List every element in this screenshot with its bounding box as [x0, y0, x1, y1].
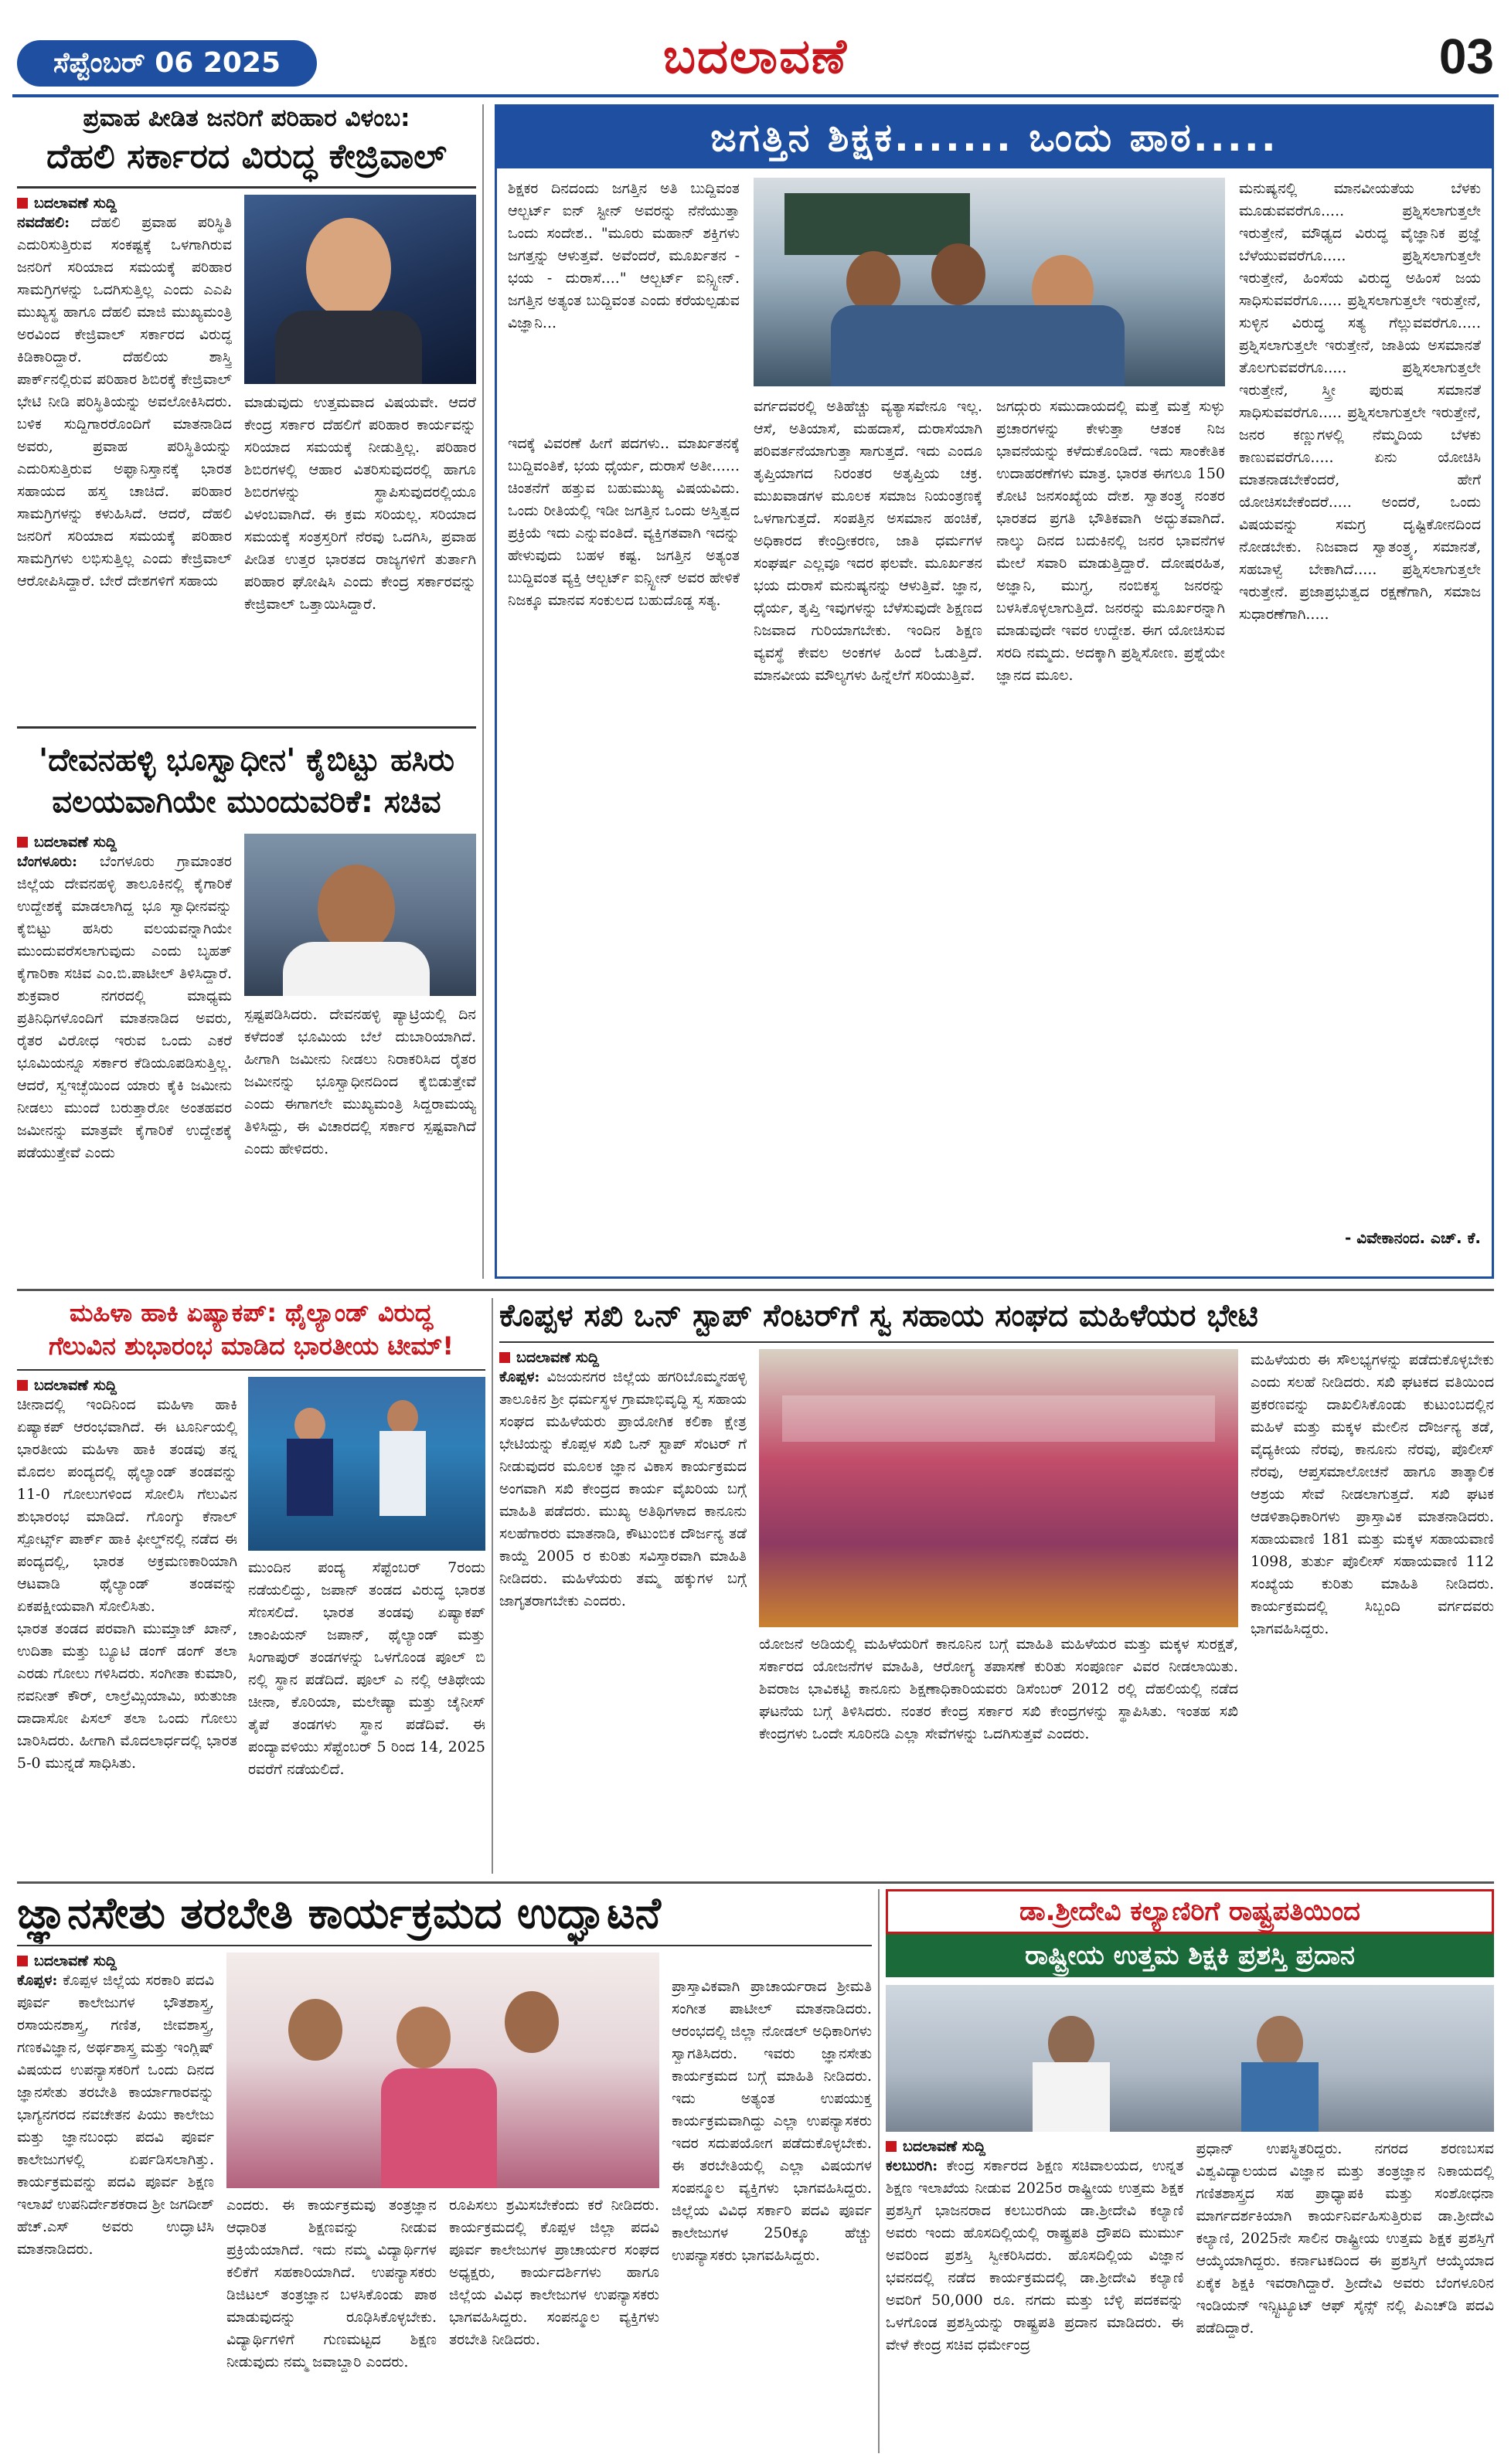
column-separator: [878, 1889, 880, 2453]
masthead-rule: [12, 94, 1499, 97]
story-body: ಬೆಂಗಳೂರು: ಬೆಂಗಳೂರು ಗ್ರಾಮಾಂತರ ಜಿಲ್ಲೆಯ ದೇವನಹಳ್ಳಿ ತಾಲೂಕಿನಲ್ಲಿ ಕೈಗಾರಿಕೆ ಉದ್ದೇಶಕ್ಕೆ ಮಾಡಲಾಗಿದ್ದ ಭೂ ಸ್ವಾಧೀನವನ್ನು ಕೈಬಿಟ್ಟು ಹಸಿರು ವಲಯವನ್ನಾಗಿಯೇ ಮುಂದುವರೆಸಲಾಗುವುದು ಎಂದು ಬೃಹತ್ ಕೈಗಾರಿಕಾ ಸಚಿವ ಎಂ.ಬಿ.ಪಾಟೀಲ್ ತಿಳಿಸಿದ್ದಾರೆ. ಶುಕ್ರವಾರ ನಗರದಲ್ಲಿ ಮಾಧ್ಯಮ ಪ್ರತಿನಿಧಿಗಳೊಂದಿಗೆ ಮಾತನಾಡಿದ ಅವರು, ರೈತರ ವಿರೋಧ ಇರುವ ಒಂದು ಎಕರೆ ಭೂಮಿಯನ್ನೂ ಸರ್ಕಾರ ಕೆಡಿಯೂಪಡಿಸುತ್ತಿಲ್ಲ. ಆದರೆ, ಸ್ವಇಚ್ಛೆಯಿಂದ ಯಾರು ಕೈಕಿ ಜಮೀನು ನೀಡಲು ಮುಂದೆ ಬರುತ್ತಾರೋ ಅಂತಹವರ ಜಮೀನನ್ನು ಮಾತ್ರವೇ ಕೈಗಾರಿಕೆ ಉದ್ದೇಶಕ್ಕೆ ಪಡೆಯುತ್ತೇವೆ ಎಂದು: [17, 853, 232, 1161]
lamp-lighting-photo: [226, 1953, 659, 2188]
story-body: ಕೊಪ್ಪಳ: ಕೊಪ್ಪಳ ಜಿಲ್ಲೆಯ ಸರಕಾರಿ ಪದವಿ ಪೂರ್ವ ಕಾಲೇಜುಗಳ ಭೌತಶಾಸ್ತ್ರ, ರಸಾಯನಶಾಸ್ತ್ರ, ಗಣಿತ, ಜೀವಶಾಸ್ತ್ರ, ಗಣಕವಿಜ್ಞಾನ, ಅರ್ಥಶಾಸ್ತ್ರ ಮತ್ತು ಇಂಗ್ಲಿಷ್ ವಿಷಯದ ಉಪನ್ಯಾಸಕರಿಗೆ ಒಂದು ದಿನದ ಜ್ಞಾನಸೇತು ತರಬೇತಿ ಕಾರ್ಯಾಗಾರವನ್ನು ಭಾಗ್ಯನಗರದ ನವಚೇತನ ಪಿಯು ಕಾಲೇಜು ಮತ್ತು ಜ್ಞಾನಬಂಧು ಪದವಿ ಪೂರ್ವ ಕಾಲೇಜುಗಳಲ್ಲಿ ಏರ್ಪಡಿಸಲಾಗಿತ್ತು. ಕಾರ್ಯಕ್ರಮವನ್ನು ಪದವಿ ಪೂರ್ವ ಶಿಕ್ಷಣ ಇಲಾಖೆ ಉಪನಿರ್ದೇಶಕರಾದ ಶ್ರೀ ಜಗದೀಶ್ ಹೆಚ್.ಎಸ್ ಅವರು ಉದ್ಘಾಟಿಸಿ ಮಾತನಾಡಿದರು.: [17, 1972, 214, 2258]
divider: [17, 726, 476, 729]
story-body-right: ಮುಂದಿನ ಪಂದ್ಯ ಸೆಪ್ಟೆಂಬರ್ 7ರಂದು ನಡೆಯಲಿದ್ದು, ಜಪಾನ್ ತಂಡದ ವಿರುದ್ಧ ಭಾರತ ಸೆಣಸಲಿದೆ. ಭಾರತ ತಂಡವು ಏಷ್ಯಾಕಪ್ ಚಾಂಪಿಯನ್ ಜಪಾನ್, ಥೈಲ್ಯಾಂಡ್ ಮತ್ತು ಸಿಂಗಾಪುರ್ ತಂಡಗಳನ್ನು ಒಳಗೊಂಡ ಪೂಲ್ ಬಿ ನಲ್ಲಿ ಸ್ಥಾನ ಪಡೆದಿದೆ. ಪೂಲ್ ಎ ನಲ್ಲಿ ಆತಿಥೇಯ ಚೀನಾ, ಕೊರಿಯಾ, ಮಲೇಷ್ಯಾ ಮತ್ತು ಚೈನೀಸ್ ತೈಪೆ ತಂಡಗಳು ಸ್ಥಾನ ಪಡೆದಿವೆ. ಈ ಪಂದ್ಯಾವಳಿಯು ಸೆಪ್ಟೆಂಬರ್ 5 ರಿಂದ 14, 2025 ರವರೆಗೆ ನಡೆಯಲಿದೆ.: [248, 1559, 485, 1778]
story-body: ನವದೆಹಲಿ: ದೆಹಲಿ ಪ್ರವಾಹ ಪರಿಸ್ಥಿತಿ ಎದುರಿಸುತ್ತಿರುವ ಸಂಕಷ್ಟಕ್ಕೆ ಒಳಗಾಗಿರುವ ಜನರಿಗೆ ಸರಿಯಾದ ಸಮಯಕ್ಕೆ ಪರಿಹಾರ ಸಾಮಗ್ರಿಗಳನ್ನು ಒದಗಿಸುತ್ತಿಲ್ಲ ಎಂದು ಎಎಪಿ ಮುಖ್ಯಸ್ಥ ಹಾಗೂ ದೆಹಲಿ ಮಾಜಿ ಮುಖ್ಯಮಂತ್ರಿ ಅರವಿಂದ ಕೇಜ್ರಿವಾಲ್ ಸರ್ಕಾರದ ವಿರುದ್ಧ ಕಿಡಿಕಾರಿದ್ದಾರೆ. ದೆಹಲಿಯ ಶಾಸ್ತ್ರಿ ಪಾರ್ಕ್‌ನಲ್ಲಿರುವ ಪರಿಹಾರ ಶಿಬಿರಕ್ಕೆ ಕೇಜ್ರಿವಾಲ್ ಭೇಟಿ ನೀಡಿ ಪರಿಸ್ಥಿತಿಯನ್ನು ಅವಲೋಕಿಸಿದರು. ಬಳಿಕ ಸುದ್ದಿಗಾರರೊಂದಿಗೆ ಮಾತನಾಡಿದ ಅವರು, ಪ್ರವಾಹ ಪರಿಸ್ಥಿತಿಯನ್ನು ಎದುರಿಸುತ್ತಿರುವ ಅಫ್ಘಾನಿಸ್ತಾನಕ್ಕೆ ಭಾರತ ಸಹಾಯದ ಹಸ್ತ ಚಾಚಿದೆ. ಪರಿಹಾರ ಸಾಮಗ್ರಿಗಳನ್ನು ಕಳುಹಿಸಿದೆ. ಆದರೆ, ದೆಹಲಿ ಜನರಿಗೆ ಸರಿಯಾದ ಸಮಯಕ್ಕೆ ಪರಿಹಾರ ಸಾಮಗ್ರಿಗಳು ಲಭಿಸುತ್ತಿಲ್ಲ ಎಂದು ಕೇಜ್ರಿವಾಲ್ ಆರೋಪಿಸಿದ್ದಾರೆ. ಬೇರೆ ದೇಶಗಳಿಗೆ ಸಹಾಯ: [17, 213, 232, 590]
story-jnanasetu: [17, 1889, 872, 2453]
story-headline: ಕೊಪ್ಪಳ ಸಖಿ ಒನ್ ಸ್ಟಾಪ್ ಸೆಂಟರ್‌ಗೆ ಸ್ವ ಸಹಾಯ ಸಂಘದ ಮಹಿಳೆಯರ ಭೇಟಿ: [499, 1298, 1258, 1334]
date-badge: ಸೆಪ್ಟೆಂಬರ್ 06 2025: [17, 40, 317, 87]
women-group-photo: [759, 1349, 1238, 1627]
author-signature: - ವಿವೇಕಾನಂದ. ಎಚ್. ಕೆ.: [1344, 1229, 1481, 1247]
story-body-col1b: ಇದಕ್ಕೆ ವಿವರಣೆ ಹೀಗೆ ಪದಗಳು.. ಮಾರ್ಖತನಕ್ಕೆ ಬುದ್ದಿವಂತಿಕೆ, ಭಯ ಧೈರ್ಯ, ದುರಾಸೆ ಅತೀ...... ಚಿಂತನೆಗೆ ಹತ್ತುವ ಬಹುಮುಖ್ಯ ವಿಷಯವಿದು. ಒಂದು ರೀತಿಯಲ್ಲಿ ಇಡೀ ಜಗತ್ತಿನ ಒಂದು ಅಸ್ತಿತ್ವದ ಪ್ರಕ್ರಿಯೆ ಇದು ಎನ್ನುವಂತಿದೆ. ವ್ಯಕ್ತಿಗತವಾಗಿ ಇದನ್ನು ಹೇಳುವುದು ಬಹಳ ಕಷ್ಟ. ಜಗತ್ತಿನ ಅತ್ಯಂತ ಬುದ್ದಿವಂತ ವ್ಯಕ್ತಿ ಆಲ್ಬರ್ಟ್ ಐನ್ಸ್ಟೀನ್ ಅವರ ಹೇಳಿಕೆ ನಿಜಕ್ಕೂ ಮಾನವ ಸಂಕುಲದ ಬಹುದೊಡ್ಡ ಸತ್ಯ.: [508, 435, 740, 609]
bullet-icon: [17, 1956, 28, 1966]
story-body-mid: ಎಂದರು. ಈ ಕಾರ್ಯಕ್ರಮವು ತಂತ್ರಜ್ಞಾನ ಆಧಾರಿತ ಶಿಕ್ಷಣವನ್ನು ನೀಡುವ ಪ್ರಕ್ರಿಯೆಯಾಗಿದೆ. ಇದು ನಮ್ಮ ವಿದ್ಯಾರ್ಥಿಗಳ ಕಲಿಕೆಗೆ ಸಹಕಾರಿಯಾಗಿದೆ. ಉಪನ್ಯಾಸಕರು ಡಿಜಿಟಲ್ ತಂತ್ರಜ್ಞಾನ ಬಳಸಿಕೊಂಡು ಪಾಠ ಮಾಡುವುದನ್ನು ರೂಢಿಸಿಕೊಳ್ಳಬೇಕು. ವಿದ್ಯಾರ್ಥಿಗಳಿಗೆ ಗುಣಮಟ್ಟದ ಶಿಕ್ಷಣ ನೀಡುವುದು ನಮ್ಮ ಜವಾಬ್ದಾರಿ ಎಂದರು.: [226, 2197, 437, 2371]
story-body-right: ಪ್ರಧಾನ್ ಉಪಸ್ಥಿತರಿದ್ದರು. ನಗರದ ಶರಣಬಸವ ವಿಶ್ವವಿದ್ಯಾಲಯದ ವಿಜ್ಞಾನ ಮತ್ತು ತಂತ್ರಜ್ಞಾನ ನಿಕಾಯದಲ್ಲಿ ಗಣಿತಶಾಸ್ತ್ರದ ಸಹ ಪ್ರಾಧ್ಯಾಪಕಿ ಮತ್ತು ಸಂಶೋಧನಾ ಮಾರ್ಗದರ್ಶಕಿಯಾಗಿ ಕಾರ್ಯನಿರ್ವಹಿಸುತ್ತಿರುವ ಡಾ.ಶ್ರೀದೇವಿ ಕಲ್ಯಾಣಿ, 2025ನೇ ಸಾಲಿನ ರಾಷ್ಟ್ರೀಯ ಉತ್ತಮ ಶಿಕ್ಷಕ ಪ್ರಶಸ್ತಿಗೆ ಆಯ್ಕೆಯಾಗಿದ್ದರು. ಕರ್ನಾಟಕದಿಂದ ಈ ಪ್ರಶಸ್ತಿಗೆ ಆಯ್ಕೆಯಾದ ಏಕೈಕ ಶಿಕ್ಷಕಿ ಇವರಾಗಿದ್ದಾರೆ. ಶ್ರೀದೇವಿ ಅವರು ಬೆಂಗಳೂರಿನ ಇಂಡಿಯನ್ ಇನ್ಸ್ಟಿಟ್ಯೂಟ್ ಆಫ್ ಸೈನ್ಸ್ ನಲ್ಲಿ ಪಿಎಚ್‌ಡಿ ಪದವಿ ಪಡೆದಿದ್ದಾರೆ.: [1196, 2140, 1494, 2337]
story-headline-2: ರಾಷ್ಟ್ರೀಯ ಉತ್ತಮ ಶಿಕ್ಷಕಿ ಪ್ರಶಸ್ತಿ ಪ್ರದಾನ: [886, 1934, 1494, 1977]
bullet-icon: [886, 2141, 897, 2152]
story-teacher: [495, 104, 1494, 1279]
divider: [17, 1945, 872, 1946]
story-award: [886, 1889, 1494, 2453]
story-body-right: ಮಹಿಳೆಯರು ಈ ಸೌಲಭ್ಯಗಳನ್ನು ಪಡೆದುಕೊಳ್ಳಬೇಕು ಎಂದು ಸಲಹೆ ನೀಡಿದರು. ಸಖಿ ಘಟಕದ ವತಿಯಿಂದ ಪ್ರಕರಣವನ್ನು ದಾಖಲಿಸಿಕೊಂಡು ಕುಟುಂಬದಲ್ಲಿನ ಮಹಿಳೆ ಮತ್ತು ಮಕ್ಕಳ ಮೇಲಿನ ದೌರ್ಜನ್ಯ ತಡೆ, ವೈದ್ಯಕೀಯ ನೆರವು, ಕಾನೂನು ನೆರವು, ಪೊಲೀಸ್ ನೆರವು, ಆಪ್ತಸಮಾಲೋಚನೆ ಹಾಗೂ ತಾತ್ಕಾಲಿಕ ಆಶ್ರಯ ಸೇವೆ ನೀಡಲಾಗುತ್ತದೆ. ಸಖಿ ಘಟಕ ಆಡಳಿತಾಧಿಕಾರಿಗಳು ಪ್ರಾಸ್ತಾವಿಕ ಮಾತನಾಡಿದರು. ಸಹಾಯವಾಣಿ 181 ಮತ್ತು ಮಕ್ಕಳ ಸಹಾಯವಾಣಿ 1098, ತುರ್ತು ಪೊಲೀಸ್ ಸಹಾಯವಾಣಿ 112 ಸಂಖ್ಯೆಯ ಕುರಿತು ಮಾಹಿತಿ ನೀಡಿದರು. ಕಾರ್ಯಕ್ರಮದಲ್ಲಿ ಸಿಬ್ಬಂದಿ ವರ್ಗದವರು ಭಾಗವಹಿಸಿದ್ದರು.: [1251, 1351, 1494, 1637]
story-kicker: ಪ್ರವಾಹ ಪೀಡಿತ ಜನರಿಗೆ ಪರಿಹಾರ ವಿಳಂಬ:: [83, 104, 410, 132]
story-koppal: [499, 1298, 1494, 1874]
minister-photo: [244, 834, 476, 996]
divider: [17, 186, 476, 189]
story-body-mid: ಯೋಜನೆ ಅಡಿಯಲ್ಲಿ ಮಹಿಳೆಯರಿಗೆ ಕಾನೂನಿನ ಬಗ್ಗೆ ಮಾಹಿತಿ ಮಹಿಳೆಯರ ಮತ್ತು ಮಕ್ಕಳ ಸುರಕ್ಷತೆ, ಸರ್ಕಾರದ ಯೋಜನೆಗಳ ಮಾಹಿತಿ, ಆರೋಗ್ಯ ತಪಾಸಣೆ ಕುರಿತು ಸಂಪೂರ್ಣ ವಿವರ ನೀಡಲಾಯಿತು. ಶಿವರಾಜ ಭಾವಿಕಟ್ಟಿ ಕಾನೂನು ಶಿಕ್ಷಣಾಧಿಕಾರಿಯವರು ಡಿಸೆಂಬರ್ 2012 ರಲ್ಲಿ ದೆಹಲಿಯಲ್ಲಿ ನಡೆದ ಘಟನೆಯ ಬಗ್ಗೆ ತಿಳಿಸಿದರು. ನಂತರ ಕೇಂದ್ರ ಸರ್ಕಾರ ಸಖಿ ಕೇಂದ್ರಗಳನ್ನು ಸ್ಥಾಪಿಸಿತು. ಇಂತಹ ಸಖಿ ಕೇಂದ್ರಗಳು ಒಂದೇ ಸೂರಿನಡಿ ಎಲ್ಲಾ ಸೇವೆಗಳನ್ನು ಒದಗಿಸುತ್ತವೆ ಎಂದರು.: [759, 1636, 1238, 1742]
story-headline: ಡಾ.ಶ್ರೀದೇವಿ ಕಲ್ಯಾಣಿರಿಗೆ ರಾಷ್ಟ್ರಪತಿಯಿಂದ: [886, 1889, 1494, 1934]
byline: ಬದಲಾವಣೆ ಸುದ್ದಿ: [17, 834, 232, 851]
story-body-right: ಪ್ರಾಸ್ತಾವಿಕವಾಗಿ ಪ್ರಾಚಾರ್ಯರಾದ ಶ್ರೀಮತಿ ಸಂಗೀತ ಪಾಟೀಲ್ ಮಾತನಾಡಿದರು. ಆರಂಭದಲ್ಲಿ ಜಿಲ್ಲಾ ನೋಡಲ್ ಅಧಿಕಾರಿಗಳು ಸ್ವಾಗತಿಸಿದರು. ಇವರು ಜ್ಞಾನಸೇತು ಕಾರ್ಯಕ್ರಮದ ಬಗ್ಗೆ ಮಾಹಿತಿ ನೀಡಿದರು. ಇದು ಅತ್ಯಂತ ಉಪಯುಕ್ತ ಕಾರ್ಯಕ್ರಮವಾಗಿದ್ದು ಎಲ್ಲಾ ಉಪನ್ಯಾಸಕರು ಇದರ ಸದುಪಯೋಗ ಪಡೆದುಕೊಳ್ಳಬೇಕು. ಈ ತರಬೇತಿಯಲ್ಲಿ ಎಲ್ಲಾ ವಿಷಯಗಳ ಸಂಪನ್ಮೂಲ ವ್ಯಕ್ತಿಗಳು ಭಾಗವಹಿಸಿದ್ದರು. ಜಿಲ್ಲೆಯ ವಿವಿಧ ಸರ್ಕಾರಿ ಪದವಿ ಪೂರ್ವ ಕಾಲೇಜುಗಳ 250ಕ್ಕೂ ಹೆಚ್ಚು ಉಪನ್ಯಾಸಕರು ಭಾಗವಹಿಸಿದ್ದರು.: [672, 1978, 872, 2265]
byline: ಬದಲಾವಣೆ ಸುದ್ದಿ: [886, 2138, 1184, 2155]
story-body-mid2: ರೂಪಿಸಲು ಶ್ರಮಿಸಬೇಕೆಂದು ಕರೆ ನೀಡಿದರು. ಕಾರ್ಯಕ್ರಮದಲ್ಲಿ ಕೊಪ್ಪಳ ಜಿಲ್ಲಾ ಪದವಿ ಪೂರ್ವ ಕಾಲೇಜುಗಳ ಪ್ರಾಚಾರ್ಯರ ಸಂಘದ ಅಧ್ಯಕ್ಷರು, ಕಾರ್ಯದರ್ಶಿಗಳು ಹಾಗೂ ಜಿಲ್ಲೆಯ ವಿವಿಧ ಕಾಲೇಜುಗಳ ಉಪನ್ಯಾಸಕರು ಭಾಗವಹಿಸಿದ್ದರು. ಸಂಪನ್ಮೂಲ ವ್ಯಕ್ತಿಗಳು ತರಬೇತಿ ನೀಡಿದರು.: [449, 2197, 659, 2349]
classroom-photo: [754, 178, 1225, 386]
divider: [17, 1369, 485, 1371]
dateline: ಬೆಂಗಳೂರು:: [17, 853, 77, 870]
story-body-right: ಮಾಡುವುದು ಉತ್ತಮವಾದ ವಿಷಯವೇ. ಆದರೆ ಕೇಂದ್ರ ಸರ್ಕಾರ ದೆಹಲಿಗೆ ಪರಿಹಾರ ಕಾರ್ಯವನ್ನು ಸರಿಯಾದ ಸಮಯಕ್ಕೆ ನೀಡುತ್ತಿಲ್ಲ. ಪರಿಹಾರ ಶಿಬಿರಗಳಲ್ಲಿ ಆಹಾರ ವಿತರಿಸುವುದರಲ್ಲಿ ಹಾಗೂ ಶಿಬಿರಗಳನ್ನು ಸ್ಥಾಪಿಸುವುದರಲ್ಲಿಯೂ ವಿಳಂಬವಾಗಿದೆ. ಈ ಕ್ರಮ ಸರಿಯಲ್ಲ. ಸರಿಯಾದ ಸಮಯಕ್ಕೆ ಸಂತ್ರಸ್ತರಿಗೆ ನೆರವು ಒದಗಿಸಿ, ಪ್ರವಾಹ ಪೀಡಿತ ಉತ್ತರ ಭಾರತದ ರಾಜ್ಯಗಳಿಗೆ ತುರ್ತಾಗಿ ಪರಿಹಾರ ಘೋಷಿಸಿ ಎಂದು ಕೇಂದ್ರ ಸರ್ಕಾರವನ್ನು ಕೇಜ್ರಿವಾಲ್ ಒತ್ತಾಯಿಸಿದ್ದಾರೆ.: [244, 393, 476, 613]
story-body: ಚೀನಾದಲ್ಲಿ ಇಂದಿನಿಂದ ಮಹಿಳಾ ಹಾಕಿ ಏಷ್ಯಾಕಪ್ ಆರಂಭವಾಗಿದೆ. ಈ ಟೂರ್ನಿಯಲ್ಲಿ ಭಾರತೀಯ ಮಹಿಳಾ ಹಾಕಿ ತಂಡವು ತನ್ನ ಮೊದಲ ಪಂದ್ಯದಲ್ಲಿ ಥೈಲ್ಯಾಂಡ್ ತಂಡವನ್ನು 11-0 ಗೋಲುಗಳಿಂದ ಸೋಲಿಸಿ ಗೆಲುವಿನ ಶುಭಾರಂಭ ಮಾಡಿದೆ. ಗೊಂಗ್ಶು ಕೆನಾಲ್ ಸ್ಪೋರ್ಟ್ಸ್ ಪಾರ್ಕ್ ಹಾಕಿ ಫೀಲ್ಡ್‌ನಲ್ಲಿ ನಡೆದ ಈ ಪಂದ್ಯದಲ್ಲಿ, ಭಾರತ ಅಕ್ರಮಣಕಾರಿಯಾಗಿ ಆಟವಾಡಿ ಥೈಲ್ಯಾಂಡ್ ತಂಡವನ್ನು ಏಕಪಕ್ಷೀಯವಾಗಿ ಸೋಲಿಸಿತು.: [17, 1396, 237, 1615]
byline: ಬದಲಾವಣೆ ಸುದ್ದಿ: [499, 1349, 747, 1366]
bullet-icon: [499, 1352, 510, 1363]
story-headline: ದೆಹಲಿ ಸರ್ಕಾರದ ವಿರುದ್ಧ ಕೇಜ್ರಿವಾಲ್: [46, 137, 447, 176]
story-body-col1: ಶಿಕ್ಷಕರ ದಿನದಂದು ಜಗತ್ತಿನ ಅತಿ ಬುದ್ದಿವಂತ ಆಲ್ಬರ್ಟ್ ಐನ್ ಸ್ಟೀನ್ ಅವರನ್ನು ನೆನೆಯುತ್ತಾ ಒಂದು ಸಂದೇಶ.. "ಮೂರು ಮಹಾನ್ ಶಕ್ತಿಗಳು ಜಗತ್ತನ್ನು ಆಳುತ್ತವೆ. ಅವೆಂದರೆ, ಮೂರ್ಖತನ - ಭಯ - ದುರಾಸೆ...." ಆಲ್ಬರ್ಟ್ ಐನ್ಸ್ಟೀನ್. ಜಗತ್ತಿನ ಅತ್ಯಂತ ಬುದ್ದಿವಂತ ಎಂದು ಕರೆಯಲ್ಪಡುವ ವಿಜ್ಞಾನಿ...: [508, 180, 740, 331]
story-headline: ಗೆಲುವಿನ ಶುಭಾರಂಭ ಮಾಡಿದ ಭಾರತೀಯ ಟೀಮ್!: [49, 1331, 454, 1361]
story-hockey: [17, 1298, 485, 1874]
column-separator: [482, 104, 484, 1279]
story-body-col2: ವರ್ಗದವರಲ್ಲಿ ಅತಿಹೆಚ್ಚು ವ್ಯತ್ಯಾಸವೇನೂ ಇಲ್ಲ. ಆಸೆ, ಅತಿಯಾಸೆ, ಮಹದಾಸೆ, ದುರಾಸೆಯಾಗಿ ಪರಿವರ್ತನೆಯಾಗುತ್ತಾ ಸಾಗುತ್ತದೆ. ಇದು ಎಂದೂ ತೃಪ್ತಿಯಾಗದ ನಿರಂತರ ಅತೃಪ್ತಿಯ ಚಕ್ರ. ಮುಖವಾಡಗಳ ಮೂಲಕ ಸಮಾಜ ನಿಯಂತ್ರಣಕ್ಕೆ ಒಳಗಾಗುತ್ತದೆ. ಸಂಪತ್ತಿನ ಅಸಮಾನ ಹಂಚಿಕೆ, ಅಧಿಕಾರದ ಕೇಂದ್ರೀಕರಣ, ಜಾತಿ ಧರ್ಮಗಳ ಸಂಘರ್ಷ ಎಲ್ಲವೂ ಇದರ ಫಲವೇ. ಮೂರ್ಖತನ ಭಯ ದುರಾಸೆ ಮನುಷ್ಯನನ್ನು ಆಳುತ್ತಿವೆ. ಜ್ಞಾನ, ಧೈರ್ಯ, ತೃಪ್ತಿ ಇವುಗಳನ್ನು ಬೆಳೆಸುವುದೇ ಶಿಕ್ಷಣದ ನಿಜವಾದ ಗುರಿಯಾಗಬೇಕು. ಇಂದಿನ ಶಿಕ್ಷಣ ವ್ಯವಸ್ಥೆ ಕೇವಲ ಅಂಕಗಳ ಹಿಂದೆ ಓಡುತ್ತಿದೆ. ಮಾನವೀಯ ಮೌಲ್ಯಗಳು ಹಿನ್ನೆಲೆಗೆ ಸರಿಯುತ್ತಿವೆ.: [754, 398, 982, 684]
story-headline: ಜ್ಞಾನಸೇತು ತರಬೇತಿ ಕಾರ್ಯಕ್ರಮದ ಉದ್ಘಾಟನೆ: [17, 1888, 661, 1939]
dateline: ಕಲಬುರಗಿ:: [886, 2157, 938, 2174]
byline: ಬದಲಾವಣೆ ಸುದ್ದಿ: [17, 195, 232, 212]
bullet-icon: [17, 1380, 28, 1391]
hockey-photo: [248, 1377, 485, 1551]
story-body: ಕಲಬುರಗಿ: ಕೇಂದ್ರ ಸರ್ಕಾರದ ಶಿಕ್ಷಣ ಸಚಿವಾಲಯದ, ಉನ್ನತ ಶಿಕ್ಷಣ ಇಲಾಖೆಯ ನೀಡುವ 2025ರ ರಾಷ್ಟ್ರೀಯ ಉತ್ತಮ ಶಿಕ್ಷಕ ಪ್ರಶಸ್ತಿಗೆ ಭಾಜನರಾದ ಕಲಬುರಗಿಯ ಡಾ.ಶ್ರೀದೇವಿ ಕಲ್ಯಾಣಿ ಅವರು ಇಂದು ಹೊಸದಿಲ್ಲಿಯಲ್ಲಿ ರಾಷ್ಟ್ರಪತಿ ದ್ರೌಪದಿ ಮುರ್ಮು ಅವರಿಂದ ಪ್ರಶಸ್ತಿ ಸ್ವೀಕರಿಸಿದರು. ಹೊಸದಿಲ್ಲಿಯ ವಿಜ್ಞಾನ ಭವನದಲ್ಲಿ ನಡೆದ ಕಾರ್ಯಕ್ರಮದಲ್ಲಿ ಡಾ.ಶ್ರೀದೇವಿ ಕಲ್ಯಾಣಿ ಅವರಿಗೆ 50,000 ರೂ. ನಗದು ಮತ್ತು ಬೆಳ್ಳಿ ಪದಕವನ್ನು ಒಳಗೊಂಡ ಪ್ರಶಸ್ತಿಯನ್ನು ರಾಷ್ಟ್ರಪತಿ ಪ್ರದಾನ ಮಾಡಿದರು. ಈ ವೇಳೆ ಕೇಂದ್ರ ಸಚಿವ ಧರ್ಮೇಂದ್ರ: [886, 2157, 1184, 2354]
dateline: ಕೊಪ್ಪಳ:: [499, 1368, 540, 1385]
page-number: 03: [1438, 29, 1494, 84]
story-body-2: ಭಾರತ ತಂಡದ ಪರವಾಗಿ ಮುಮ್ತಾಜ್ ಖಾನ್, ಉದಿತಾ ಮತ್ತು ಬ್ಯೂಟಿ ಡಂಗ್ ಡಂಗ್ ತಲಾ ಎರಡು ಗೋಲು ಗಳಿಸಿದರು. ಸಂಗೀತಾ ಕುಮಾರಿ, ನವನೀತ್ ಕೌರ್, ಲಾಲ್ರೆಮ್ಸಿಯಾಮಿ, ಋತುಜಾ ದಾದಾಸೋ ಪಿಸಲ್ ತಲಾ ಒಂದು ಗೋಲು ಬಾರಿಸಿದರು. ಹೀಗಾಗಿ ಮೊದಲಾರ್ಧದಲ್ಲಿ ಭಾರತ 5-0 ಮುನ್ನಡೆ ಸಾಧಿಸಿತು.: [17, 1620, 237, 1772]
section-rule: [17, 1881, 1494, 1884]
kejriwal-photo: [244, 195, 476, 384]
byline: ಬದಲಾವಣೆ ಸುದ್ದಿ: [17, 1377, 237, 1394]
award-ceremony-photo: [886, 1985, 1494, 2132]
dateline: ಕೊಪ್ಪಳ:: [17, 1972, 58, 1990]
bullet-icon: [17, 837, 28, 848]
masthead-title: ಬದಲಾವಣೆ: [662, 28, 849, 84]
story-devanahalli: [17, 726, 476, 1279]
story-body-col4: ಮನುಷ್ಯನಲ್ಲಿ ಮಾನವೀಯತೆಯ ಬೆಳಕು ಮೂಡುವವರೆಗೂ..... ಪ್ರಶ್ನಿಸಲಾಗುತ್ತಲೇ ಇರುತ್ತೇನೆ, ಮೌಢ್ಯದ ವಿರುದ್ಧ ವೈಜ್ಞಾನಿಕ ಪ್ರಜ್ಞೆ ಬೆಳೆಯುವವರೆಗೂ..... ಪ್ರಶ್ನಿಸಲಾಗುತ್ತಲೇ ಇರುತ್ತೇನೆ, ಹಿಂಸೆಯ ವಿರುದ್ಧ ಅಹಿಂಸೆ ಜಯ ಸಾಧಿಸುವವರೆಗೂ..... ಪ್ರಶ್ನಿಸಲಾಗುತ್ತಲೇ ಇರುತ್ತೇನೆ, ಸುಳ್ಳಿನ ವಿರುದ್ಧ ಸತ್ಯ ಗೆಲ್ಲುವವರೆಗೂ..... ಪ್ರಶ್ನಿಸಲಾಗುತ್ತಲೇ ಇರುತ್ತೇನೆ, ಜಾತಿಯ ಅಸಮಾನತೆ ತೊಲಗುವವರೆಗೂ..... ಪ್ರಶ್ನಿಸಲಾಗುತ್ತಲೇ ಇರುತ್ತೇನೆ, ಸ್ತ್ರೀ ಪುರುಷ ಸಮಾನತೆ ಸಾಧಿಸುವವರೆಗೂ..... ಪ್ರಶ್ನಿಸಲಾಗುತ್ತಲೇ ಇರುತ್ತೇನೆ, ಜನರ ಕಣ್ಣುಗಳಲ್ಲಿ ನೆಮ್ಮದಿಯ ಬೆಳಕು ಕಾಣುವವರೆಗೂ..... ಏನು ಯೋಚಿಸಿ ಮಾತನಾಡಬೇಕೆಂದರೆ, ಹೇಗೆ ಯೋಚಿಸಬೇಕೆಂದರೆ..... ಅಂದರೆ, ಒಂದು ವಿಷಯವನ್ನು ಸಮಗ್ರ ದೃಷ್ಟಿಕೋನದಿಂದ ನೋಡಬೇಕು. ನಿಜವಾದ ಸ್ವಾತಂತ್ರ್ಯ, ಸಮಾನತೆ, ಸಹಬಾಳ್ವೆ ಬೇಕಾಗಿದೆ..... ಪ್ರಶ್ನಿಸಲಾಗುತ್ತಲೇ ಇರುತ್ತೇನೆ. ಪ್ರಜಾಪ್ರಭುತ್ವದ ರಕ್ಷಣೆಗಾಗಿ, ಸಮಾಜ ಸುಧಾರಣೆಗಾಗಿ.....: [1239, 180, 1481, 623]
bullet-icon: [17, 198, 28, 209]
story-body-right: ಸ್ಪಷ್ಟಪಡಿಸಿದರು. ದೇವನಹಳ್ಳಿ ಪ್ಯಾಟ್ರಿಯಲ್ಲಿ ದಿನ ಕಳೆದಂತೆ ಭೂಮಿಯ ಬೆಲೆ ದುಬಾರಿಯಾಗಿದೆ. ಹೀಗಾಗಿ ಜಮೀನು ನೀಡಲು ನಿರಾಕರಿಸಿದ ರೈತರ ಜಮೀನನ್ನು ಭೂಸ್ವಾಧೀನದಿಂದ ಕೈಬಿಡುತ್ತೇವೆ ಎಂದು ಈಗಾಗಲೇ ಮುಖ್ಯಮಂತ್ರಿ ಸಿದ್ದರಾಮಯ್ಯ ತಿಳಿಸಿದ್ದು, ಈ ವಿಚಾರದಲ್ಲಿ ಸರ್ಕಾರ ಸ್ಪಷ್ಟವಾಗಿದೆ ಎಂದು ಹೇಳಿದರು.: [244, 1006, 476, 1157]
story-headline: 'ದೇವನಹಳ್ಳಿ ಭೂಸ್ವಾಧೀನ' ಕೈಬಿಟ್ಟು ಹಸಿರು ವಲಯವಾಗಿಯೇ ಮುಂದುವರಿಕೆ: ಸಚಿವ: [39, 743, 454, 820]
story-body: ಕೊಪ್ಪಳ: ವಿಜಯನಗರ ಜಿಲ್ಲೆಯ ಹಗರಿಬೊಮ್ಮನಹಳ್ಳಿ ತಾಲೂಕಿನ ಶ್ರೀ ಧರ್ಮಸ್ಥಳ ಗ್ರಾಮಾಭಿವೃದ್ಧಿ ಸ್ವ ಸಹಾಯ ಸಂಘದ ಮಹಿಳೆಯರು ಪ್ರಾಯೋಗಿಕ ಕಲಿಕಾ ಕ್ಷೇತ್ರ ಭೇಟಿಯನ್ನು ಕೊಪ್ಪಳ ಸಖಿ ಒನ್ ಸ್ಟಾಪ್ ಸೆಂಟರ್ ಗೆ ನೀಡುವುದರ ಮೂಲಕ ಜ್ಞಾನ ವಿಕಾಸ ಕಾರ್ಯಕ್ರಮದ ಅಂಗವಾಗಿ ಸಖಿ ಕೇಂದ್ರದ ಕಾರ್ಯ ವೈಖರಿಯ ಬಗ್ಗೆ ಮಾಹಿತಿ ಪಡೆದರು. ಮುಖ್ಯ ಅತಿಥಿಗಳಾದ ಕಾನೂನು ಸಲಹೆಗಾರರು ಮಾತನಾಡಿ, ಕೌಟುಂಬಿಕ ದೌರ್ಜನ್ಯ ತಡೆ ಕಾಯ್ದೆ 2005 ರ ಕುರಿತು ಸವಿಸ್ತಾರವಾಗಿ ಮಾಹಿತಿ ನೀಡಿದರು. ಮಹಿಳೆಯರು ತಮ್ಮ ಹಕ್ಕುಗಳ ಬಗ್ಗೆ ಜಾಗೃತರಾಗಬೇಕು ಎಂದರು.: [499, 1368, 747, 1609]
story-headline: ಜಗತ್ತಿನ ಶಿಕ್ಷಕ....... ಒಂದು ಪಾಠ.....: [497, 107, 1492, 168]
dateline: ನವದೆಹಲಿ:: [17, 213, 70, 231]
story-kicker: ಮಹಿಳಾ ಹಾಕಿ ಏಷ್ಯಾಕಪ್: ಥೈಲ್ಯಾಂಡ್ ವಿರುದ್ಧ: [69, 1298, 433, 1327]
column-separator: [492, 1298, 493, 1874]
story-delhi: [17, 104, 476, 715]
section-rule: [17, 1289, 1494, 1291]
story-body-col3: ಜಗದ್ಗುರು ಸಮುದಾಯದಲ್ಲಿ ಮತ್ತೆ ಮತ್ತೆ ಸುಳ್ಳು ಪ್ರಚಾರಗಳನ್ನು ಕೇಳುತ್ತಾ ಆತಂಕ ನಿಜ ಭಾವನೆಯನ್ನು ಕಳೆದುಕೊಂಡಿದೆ. ಇದು ಸಾಂಕೇತಿಕ ಉದಾಹರಣೆಗಳು ಮಾತ್ರ. ಭಾರತ ಈಗಲೂ 150 ಕೋಟಿ ಜನಸಂಖ್ಯೆಯ ದೇಶ. ಸ್ವಾತಂತ್ರ್ಯ ನಂತರ ಭಾರತದ ಪ್ರಗತಿ ಭೌತಿಕವಾಗಿ ಅದ್ಭುತವಾಗಿದೆ. ನಾಲ್ಕು ದಿನದ ಬದುಕಿನಲ್ಲಿ ಜನರ ಭಾವನೆಗಳ ಮೇಲೆ ಸವಾರಿ ಮಾಡುತ್ತಿದ್ದಾರೆ. ದೋಷರಹಿತ, ಅಜ್ಞಾನಿ, ಮುಗ್ಧ, ನಂಬಿಕಸ್ಥ ಜನರನ್ನು ಬಳಸಿಕೊಳ್ಳಲಾಗುತ್ತಿದೆ. ಜನರನ್ನು ಮೂರ್ಖರನ್ನಾಗಿ ಮಾಡುವುದೇ ಇವರ ಉದ್ದೇಶ. ಈಗ ಯೋಚಿಸುವ ಸರದಿ ನಮ್ಮದು. ಅದಕ್ಕಾಗಿ ಪ್ರಶ್ನಿಸೋಣ. ಪ್ರಶ್ನೆಯೇ ಜ್ಞಾನದ ಮೂಲ.: [996, 398, 1225, 684]
byline: ಬದಲಾವಣೆ ಸುದ್ದಿ: [17, 1953, 214, 1970]
divider: [499, 1341, 1494, 1343]
